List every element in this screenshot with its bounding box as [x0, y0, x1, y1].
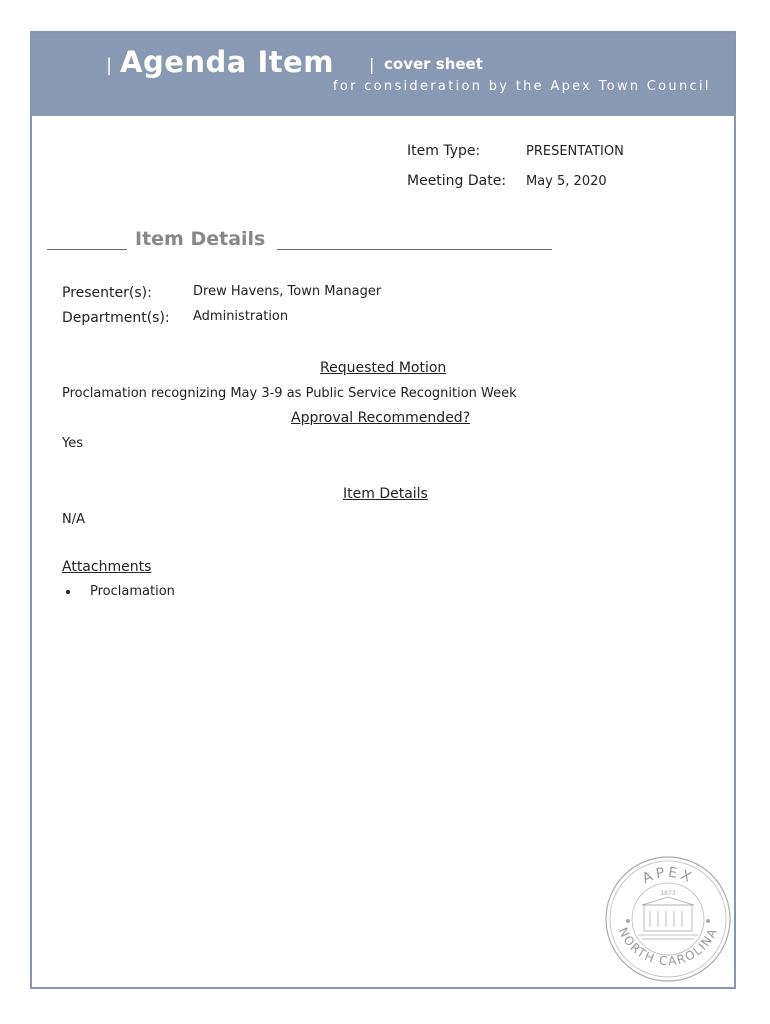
details-heading: Item Details [343, 486, 428, 502]
details-text: N/A [62, 512, 85, 527]
department-value: Administration [193, 309, 289, 324]
presenter-label: Presenter(s): [62, 285, 152, 301]
presenter-value: Drew Havens, Town Manager [193, 284, 382, 299]
heading-rule [47, 235, 127, 250]
seal-year: 1873 [660, 890, 676, 897]
page-subtitle: cover sheet [384, 55, 483, 73]
seal-building-icon [638, 897, 698, 939]
department-label: Department(s): [62, 310, 170, 326]
header-separator: | [106, 55, 113, 76]
town-seal-icon [604, 855, 732, 983]
list-item [66, 584, 175, 599]
header-band [32, 33, 734, 116]
agenda-cover-sheet [30, 31, 736, 989]
header-separator: | [369, 55, 375, 74]
meeting-date-value: May 5, 2020 [526, 174, 607, 189]
requested-motion-heading: Requested Motion [320, 360, 447, 376]
item-type-label: Item Type: [407, 143, 481, 159]
seal-bottom-text: NORTH CAROLINA [615, 925, 721, 969]
header-tagline: for consideration by the Apex Town Council [333, 79, 711, 94]
seal-top-text: APEX [639, 864, 697, 888]
bullet-icon [66, 590, 70, 594]
attachments-heading: Attachments [62, 559, 152, 575]
svg-text:NORTH CAROLINA [616, 925, 720, 968]
item-type-value: PRESENTATION [526, 144, 624, 159]
item-details-heading: Item Details [135, 228, 266, 250]
requested-motion-text: Proclamation recognizing May 3-9 as Public Service Recognition Week [62, 386, 517, 401]
attachment-label: Proclamation [90, 584, 175, 599]
approval-heading: Approval Recommended? [291, 410, 471, 426]
svg-text:APEX [640, 865, 696, 887]
meeting-date-label: Meeting Date: [407, 173, 507, 189]
heading-rule [277, 235, 552, 250]
attachments-list [66, 584, 175, 599]
approval-text: Yes [62, 436, 83, 451]
page-title: Agenda Item [120, 45, 334, 79]
item-details-section-heading [47, 228, 577, 250]
